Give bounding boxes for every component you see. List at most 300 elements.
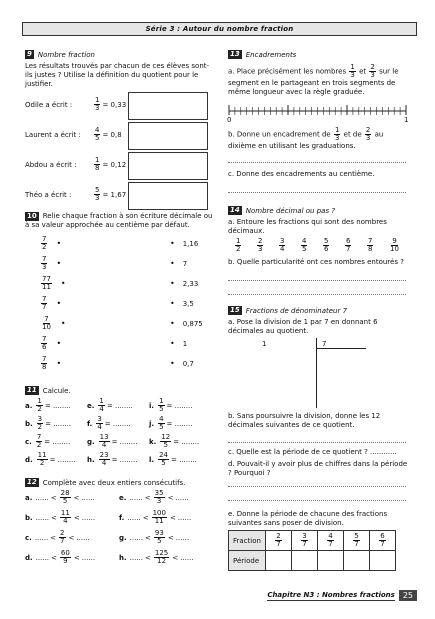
bracket-item	[119, 510, 191, 525]
match-fraction	[41, 256, 47, 271]
claim-result: = 0,33	[102, 100, 127, 109]
decimal-test-fraction-den: 8	[368, 245, 373, 253]
ex14-title: Nombre décimal ou pas ?	[245, 206, 336, 215]
bracket-fraction-den: 12	[157, 557, 167, 565]
bracket-fraction	[154, 550, 169, 565]
less-than: <	[68, 533, 75, 542]
answer-blank: = ........	[49, 455, 76, 464]
match-fraction-den: 8	[42, 363, 47, 371]
period-fraction-num: 6	[380, 532, 385, 540]
bracket-item	[25, 510, 95, 525]
answer-box[interactable]	[128, 152, 208, 180]
ex14-part-a: a. Entoure les fractions qui sont des nombres décimaux.	[228, 218, 387, 235]
item-letter: e.	[87, 401, 95, 410]
table-fraction-cell	[317, 531, 343, 551]
student-claim-label: Théo a écrit :	[25, 190, 72, 199]
answer-box[interactable]	[128, 92, 208, 120]
match-fraction-den: 6	[42, 343, 47, 351]
match-fraction-num: 7	[42, 335, 47, 343]
ex10-text: Relie chaque fraction à son écriture décimale ou à sa valeur approchée au centième par défaut.	[25, 212, 213, 229]
connect-dot[interactable]: •	[170, 239, 175, 248]
connect-dot[interactable]: •	[60, 319, 66, 328]
selectable-fraction[interactable]	[344, 238, 352, 253]
decimal-test-fraction	[389, 238, 400, 253]
selectable-fraction[interactable]	[278, 238, 286, 253]
calc-item	[25, 398, 71, 413]
ex13-part-a	[228, 64, 410, 97]
table-fraction-cell	[291, 531, 317, 551]
answer-blank: ......	[76, 533, 90, 542]
student-claim-label: Abdou a écrit :	[25, 160, 77, 169]
match-fraction	[41, 276, 52, 291]
ex9-row	[25, 97, 126, 112]
ex15-part-c: c. Quelle est la période de ce quotient ? ............	[228, 448, 397, 456]
calc-item	[25, 452, 76, 467]
bracket-item	[25, 530, 90, 545]
connect-dot[interactable]: •	[56, 339, 62, 348]
selectable-fraction[interactable]	[256, 238, 264, 253]
ex13-frac-1	[349, 64, 355, 79]
connect-dot[interactable]: •	[170, 359, 175, 368]
match-left-item	[40, 336, 61, 351]
match-decimal: 0,875	[182, 319, 203, 328]
calc-item	[149, 434, 199, 449]
calc-fraction	[160, 434, 171, 449]
calc-fraction-num: 13	[99, 433, 109, 441]
match-fraction-num: 77	[42, 275, 51, 283]
claim-fraction-den: 5	[95, 134, 100, 142]
bracket-fraction-num: 100	[152, 509, 166, 517]
match-fraction-den: 3	[42, 263, 47, 271]
item-letter: f.	[87, 419, 93, 428]
match-decimal: 3,5	[182, 299, 194, 308]
calc-fraction-den: 4	[97, 423, 102, 431]
calc-item	[149, 416, 192, 431]
claim-result: = 0,8	[102, 130, 122, 139]
ex10-instruction	[25, 212, 215, 230]
item-letter: j.	[149, 419, 155, 428]
calc-fraction-den: 5	[159, 405, 164, 413]
item-letter: d.	[25, 553, 33, 562]
calc-item	[149, 398, 192, 413]
period-fraction-den: 7	[276, 540, 281, 548]
page-title: Série 3 : Autour du nombre fraction	[22, 22, 417, 36]
answer-blank: = ........	[44, 437, 71, 446]
item-letter: a.	[25, 493, 33, 502]
bracket-fraction-num: 60	[60, 549, 70, 557]
period-fraction	[275, 533, 281, 548]
match-fraction	[41, 356, 47, 371]
bracket-item	[119, 530, 189, 545]
item-letter: c.	[25, 533, 32, 542]
ex12-heading	[25, 478, 185, 487]
ex11-heading	[25, 386, 71, 395]
match-decimal: 1	[182, 339, 188, 348]
bracket-fraction	[154, 530, 165, 545]
claim-fraction-den: 8	[95, 164, 100, 172]
match-fraction-den: 2	[42, 243, 47, 251]
item-letter: g.	[119, 533, 127, 542]
bracket-fraction-den: 3	[156, 497, 162, 505]
calc-fraction-num: 1	[159, 397, 164, 405]
ex13-a-post: sur le segment en le partageant en trois segments de même longueur avec la règle graduée.	[228, 67, 399, 96]
answer-blank: ......	[129, 553, 144, 562]
ex13-a-pre: a. Place précisément les nombres	[228, 67, 347, 76]
period-fraction-num: 4	[328, 532, 333, 540]
ex15-number: 15	[230, 306, 240, 314]
item-letter: b.	[25, 419, 33, 428]
match-fraction	[41, 336, 47, 351]
period-fraction-num: 2	[276, 532, 281, 540]
calc-item	[25, 434, 70, 449]
claim-fraction	[94, 127, 100, 142]
decimal-test-fraction	[301, 238, 307, 253]
less-than: <	[172, 553, 179, 562]
ex13-title: Encadrements	[245, 50, 297, 59]
student-claim-label: Laurent a écrit :	[25, 130, 81, 139]
selectable-fraction[interactable]	[234, 238, 242, 253]
ex13-heading	[228, 50, 296, 59]
period-fraction	[353, 533, 359, 548]
calc-fraction-num: 1	[37, 397, 42, 405]
connect-dot[interactable]: •	[170, 259, 175, 268]
division-horizontal-line	[316, 348, 366, 349]
answer-line[interactable]	[228, 280, 406, 281]
answer-box[interactable]	[128, 122, 208, 150]
answer-blank: = ........	[166, 419, 193, 428]
less-than: <	[50, 493, 57, 502]
decimal-test-fraction-num: 9	[392, 237, 397, 245]
answer-blank: = ........	[104, 419, 131, 428]
decimal-test-fraction-num: 5	[324, 237, 329, 245]
bracket-fraction	[152, 510, 167, 525]
ex13-b-frac-1	[334, 127, 340, 142]
calc-item	[87, 398, 133, 413]
table-fraction-cell	[265, 531, 291, 551]
calc-fraction	[158, 452, 169, 467]
ruler-label-0: 0	[227, 116, 232, 124]
ex15-part-a: a. Pose la division de 1 par 7 en donnant 6 décimales au quotient.	[228, 318, 378, 335]
answer-blank: = ........	[173, 437, 200, 446]
answer-line[interactable]	[228, 500, 406, 501]
connect-dot[interactable]: •	[170, 299, 175, 308]
period-answer-cell[interactable]	[291, 551, 317, 571]
item-letter: g.	[87, 437, 95, 446]
period-fraction	[301, 533, 307, 548]
decimal-test-fraction-den: 2	[236, 245, 241, 253]
calc-fraction-num: 3	[97, 415, 102, 423]
less-than: <	[73, 513, 80, 522]
ex13-b-f1-num: 1	[334, 126, 340, 134]
bracket-fraction-den: 4	[63, 517, 68, 525]
calc-fraction-den: 4	[101, 459, 107, 467]
answer-blank: ......	[35, 513, 50, 522]
claim-fraction-num: 5	[95, 186, 100, 194]
bracket-fraction	[60, 510, 71, 525]
calc-fraction	[37, 452, 48, 467]
table-fraction-cell	[343, 531, 369, 551]
decimal-test-fraction-den: 6	[324, 245, 329, 253]
connect-dot[interactable]: •	[56, 359, 62, 368]
match-fraction-num: 7	[44, 315, 49, 323]
match-left-item	[40, 356, 61, 371]
item-letter: c.	[25, 437, 32, 446]
answer-blank: ......	[129, 493, 143, 502]
less-than: <	[51, 513, 57, 522]
bracket-fraction	[60, 490, 71, 505]
match-decimal: 1,16	[182, 239, 199, 248]
calc-fraction-num: 4	[159, 415, 164, 423]
page-number: 25	[399, 590, 417, 601]
answer-line[interactable]	[228, 294, 406, 295]
period-answer-cell[interactable]	[265, 551, 291, 571]
match-fraction-num: 7	[42, 255, 47, 263]
decimal-test-fraction-num: 3	[280, 237, 285, 245]
answer-blank: ......	[81, 493, 95, 502]
item-letter: b.	[25, 513, 33, 522]
selectable-fraction[interactable]	[366, 238, 374, 253]
row-label-period: Période	[229, 551, 266, 571]
calc-fraction	[158, 398, 164, 413]
ruler-label-1: 1	[404, 116, 409, 124]
match-fraction	[41, 296, 47, 311]
calc-fraction-den: 4	[101, 441, 107, 449]
match-fraction-den: 11	[42, 283, 51, 291]
calc-fraction	[158, 416, 164, 431]
claim-fraction	[94, 97, 100, 112]
ex12-number: 12	[27, 478, 37, 486]
match-left-item	[40, 256, 61, 271]
bracket-fraction-den: 9	[63, 557, 68, 565]
match-fraction-num: 7	[42, 235, 47, 243]
ex13-f1-den: 3	[350, 71, 355, 79]
decimal-test-fraction	[235, 238, 241, 253]
connect-dot[interactable]: •	[56, 299, 62, 308]
bracket-fraction-den: 11	[154, 517, 164, 525]
item-letter: i.	[149, 401, 155, 410]
item-letter: d.	[25, 455, 33, 464]
decimal-test-fraction	[345, 238, 351, 253]
bracket-fraction-num: 11	[60, 509, 70, 517]
period-fraction-den: 7	[302, 540, 307, 548]
period-answer-cell[interactable]	[317, 551, 343, 571]
ex13-number: 13	[230, 50, 240, 58]
decimal-test-fraction-den: 4	[280, 245, 285, 253]
bracket-fraction-den: 5	[62, 497, 68, 505]
ex12-title: Complète avec deux entiers consécutifs.	[42, 478, 186, 487]
ex10-number: 10	[27, 212, 37, 220]
decimal-test-fraction	[257, 238, 263, 253]
match-right-item	[170, 339, 187, 348]
match-right-item	[170, 319, 203, 328]
bracket-fraction-num: 28	[60, 489, 70, 497]
decimal-test-fraction	[279, 238, 285, 253]
calc-item	[87, 416, 131, 431]
connect-dot[interactable]: •	[56, 259, 62, 268]
decimal-test-fraction-num: 1	[236, 237, 241, 245]
decimal-test-fraction	[367, 238, 373, 253]
selectable-fraction[interactable]	[388, 238, 401, 253]
match-decimal: 0,7	[182, 359, 194, 368]
calc-fraction	[36, 434, 42, 449]
table-fraction-cell	[369, 531, 395, 551]
less-than: <	[73, 493, 80, 502]
less-than: <	[142, 513, 149, 522]
calc-fraction-den: 4	[99, 405, 104, 413]
match-decimal: 7	[182, 259, 188, 268]
period-fraction-den: 7	[328, 540, 333, 548]
bracket-item	[119, 490, 189, 505]
match-left-item	[40, 296, 61, 311]
bracket-fraction	[59, 530, 65, 545]
item-letter: h.	[87, 455, 95, 464]
ex13-b-f2-den: 3	[365, 134, 371, 142]
calc-fraction-num: 23	[99, 451, 109, 459]
bracket-item	[25, 490, 95, 505]
ex15-heading	[228, 306, 347, 315]
ex15-part-b: b. Sans poursuivre la division, donne les 12 décimales suivantes de ce quotient.	[228, 412, 381, 429]
ex13-b-f1-den: 3	[334, 134, 340, 142]
answer-line[interactable]	[228, 192, 406, 193]
bracket-fraction-num: 35	[154, 489, 164, 497]
answer-blank: ......	[35, 553, 50, 562]
period-fraction	[327, 533, 333, 548]
claim-result: = 1,67	[102, 190, 127, 199]
answer-blank: ......	[81, 553, 96, 562]
ex15-part-d: d. Pouvait-il y avoir plus de chiffres dans la période ? Pourquoi ?	[228, 460, 408, 477]
ex14-heading	[228, 206, 335, 215]
less-than: <	[167, 493, 174, 502]
connect-dot[interactable]: •	[60, 279, 66, 288]
answer-blank: ......	[175, 493, 189, 502]
ex14-part-b: b. Quelle particularité ont ces nombres entourés ?	[228, 258, 404, 266]
calc-fraction-den: 5	[159, 423, 164, 431]
calc-fraction-den: 2	[36, 441, 42, 449]
calc-fraction-den: 2	[37, 423, 43, 431]
calc-item	[87, 452, 137, 467]
bracket-fraction-num: 125	[154, 549, 169, 557]
ex13-frac-2	[369, 64, 375, 79]
match-fraction-num: 7	[42, 295, 47, 303]
answer-blank: ......	[127, 513, 141, 522]
period-answer-cell[interactable]	[369, 551, 395, 571]
ex13-b-et: et de	[343, 130, 362, 139]
division-dividend: 1	[262, 340, 267, 348]
calc-item	[25, 416, 71, 431]
item-letter: k.	[149, 437, 157, 446]
connect-dot[interactable]: •	[170, 279, 175, 288]
answer-box[interactable]	[128, 182, 208, 210]
decimal-test-fraction-num: 7	[368, 237, 373, 245]
less-than: <	[167, 533, 174, 542]
match-left-item	[40, 236, 61, 251]
ex9-row	[25, 157, 126, 172]
calc-fraction	[36, 398, 42, 413]
period-fraction-num: 5	[354, 532, 359, 540]
answer-blank: = ........	[106, 401, 133, 410]
answer-blank: = ........	[45, 419, 72, 428]
student-claim-label: Odile a écrit :	[25, 100, 73, 109]
answer-blank: = ........	[111, 455, 138, 464]
decimal-test-fraction-den: 7	[346, 245, 351, 253]
calc-fraction-num: 24	[159, 451, 168, 459]
answer-blank: ......	[180, 553, 194, 562]
ex13-a-et: et	[359, 67, 367, 76]
period-answer-cell[interactable]	[343, 551, 369, 571]
ex11-number: 11	[27, 386, 37, 394]
period-table-wrap	[228, 530, 396, 571]
ex11-title: Calcule.	[42, 386, 71, 395]
selectable-fraction[interactable]	[300, 238, 308, 253]
match-fraction-den: 10	[42, 323, 51, 331]
match-fraction	[41, 236, 47, 251]
calc-fraction-den: 2	[37, 405, 42, 413]
ex13-part-b	[228, 127, 410, 151]
connect-dot[interactable]: •	[56, 239, 62, 248]
answer-line[interactable]	[228, 486, 406, 487]
calc-item	[149, 452, 197, 467]
match-fraction	[41, 316, 52, 331]
match-fraction-num: 7	[42, 355, 47, 363]
calc-fraction-num: 1	[99, 397, 104, 405]
claim-result: = 0,12	[102, 160, 127, 169]
calc-fraction	[37, 416, 43, 431]
claim-fraction	[94, 187, 100, 202]
answer-blank: ......	[175, 533, 190, 542]
ex14-number: 14	[230, 206, 240, 214]
less-than: <	[73, 553, 80, 562]
answer-blank: ......	[129, 533, 144, 542]
connect-dot[interactable]: •	[170, 339, 175, 348]
decimal-test-fraction	[323, 238, 329, 253]
answer-blank: ......	[177, 513, 192, 522]
ex13-b-post: au dixième en utilisant les graduations.	[228, 130, 384, 150]
match-left-item	[40, 276, 66, 291]
answer-blank: = ........	[166, 401, 193, 410]
period-fraction-den: 7	[354, 540, 359, 548]
selectable-fraction[interactable]	[322, 238, 330, 253]
match-fraction-den: 7	[42, 303, 47, 311]
calc-fraction	[99, 452, 110, 467]
answer-blank: ......	[34, 533, 49, 542]
less-than: <	[145, 553, 151, 562]
ex9-instruction: Les résultats trouvés par chacun de ces élèves sont-ils justes ? Utilise la définition du quotient pour le justifier.	[25, 62, 210, 88]
calc-fraction	[99, 434, 110, 449]
page-footer	[267, 590, 417, 601]
answer-line[interactable]	[228, 442, 406, 443]
match-right-item	[170, 259, 187, 268]
answer-line[interactable]	[228, 162, 406, 163]
bracket-item	[25, 550, 95, 565]
calc-fraction-num: 12	[161, 433, 171, 441]
connect-dot[interactable]: •	[170, 319, 175, 328]
bracket-fraction-num: 2	[60, 529, 65, 537]
ex13-f2-num: 2	[370, 63, 375, 71]
bracket-fraction-num: 93	[154, 529, 164, 537]
item-letter: a.	[25, 401, 33, 410]
answer-blank: ......	[35, 493, 49, 502]
less-than: <	[144, 493, 151, 502]
calc-fraction-num: 7	[36, 433, 42, 441]
ex13-f2-den: 3	[370, 71, 375, 79]
item-letter: l.	[149, 455, 155, 464]
answer-blank: ......	[81, 513, 96, 522]
claim-fraction-num: 1	[95, 96, 100, 104]
ex13-b-pre: b. Donne un encadrement de	[228, 130, 331, 139]
bracket-fraction-den: 7	[60, 537, 65, 545]
chapter-label: Chapitre N3 : Nombres fractions	[267, 590, 395, 599]
period-fraction	[379, 533, 385, 548]
